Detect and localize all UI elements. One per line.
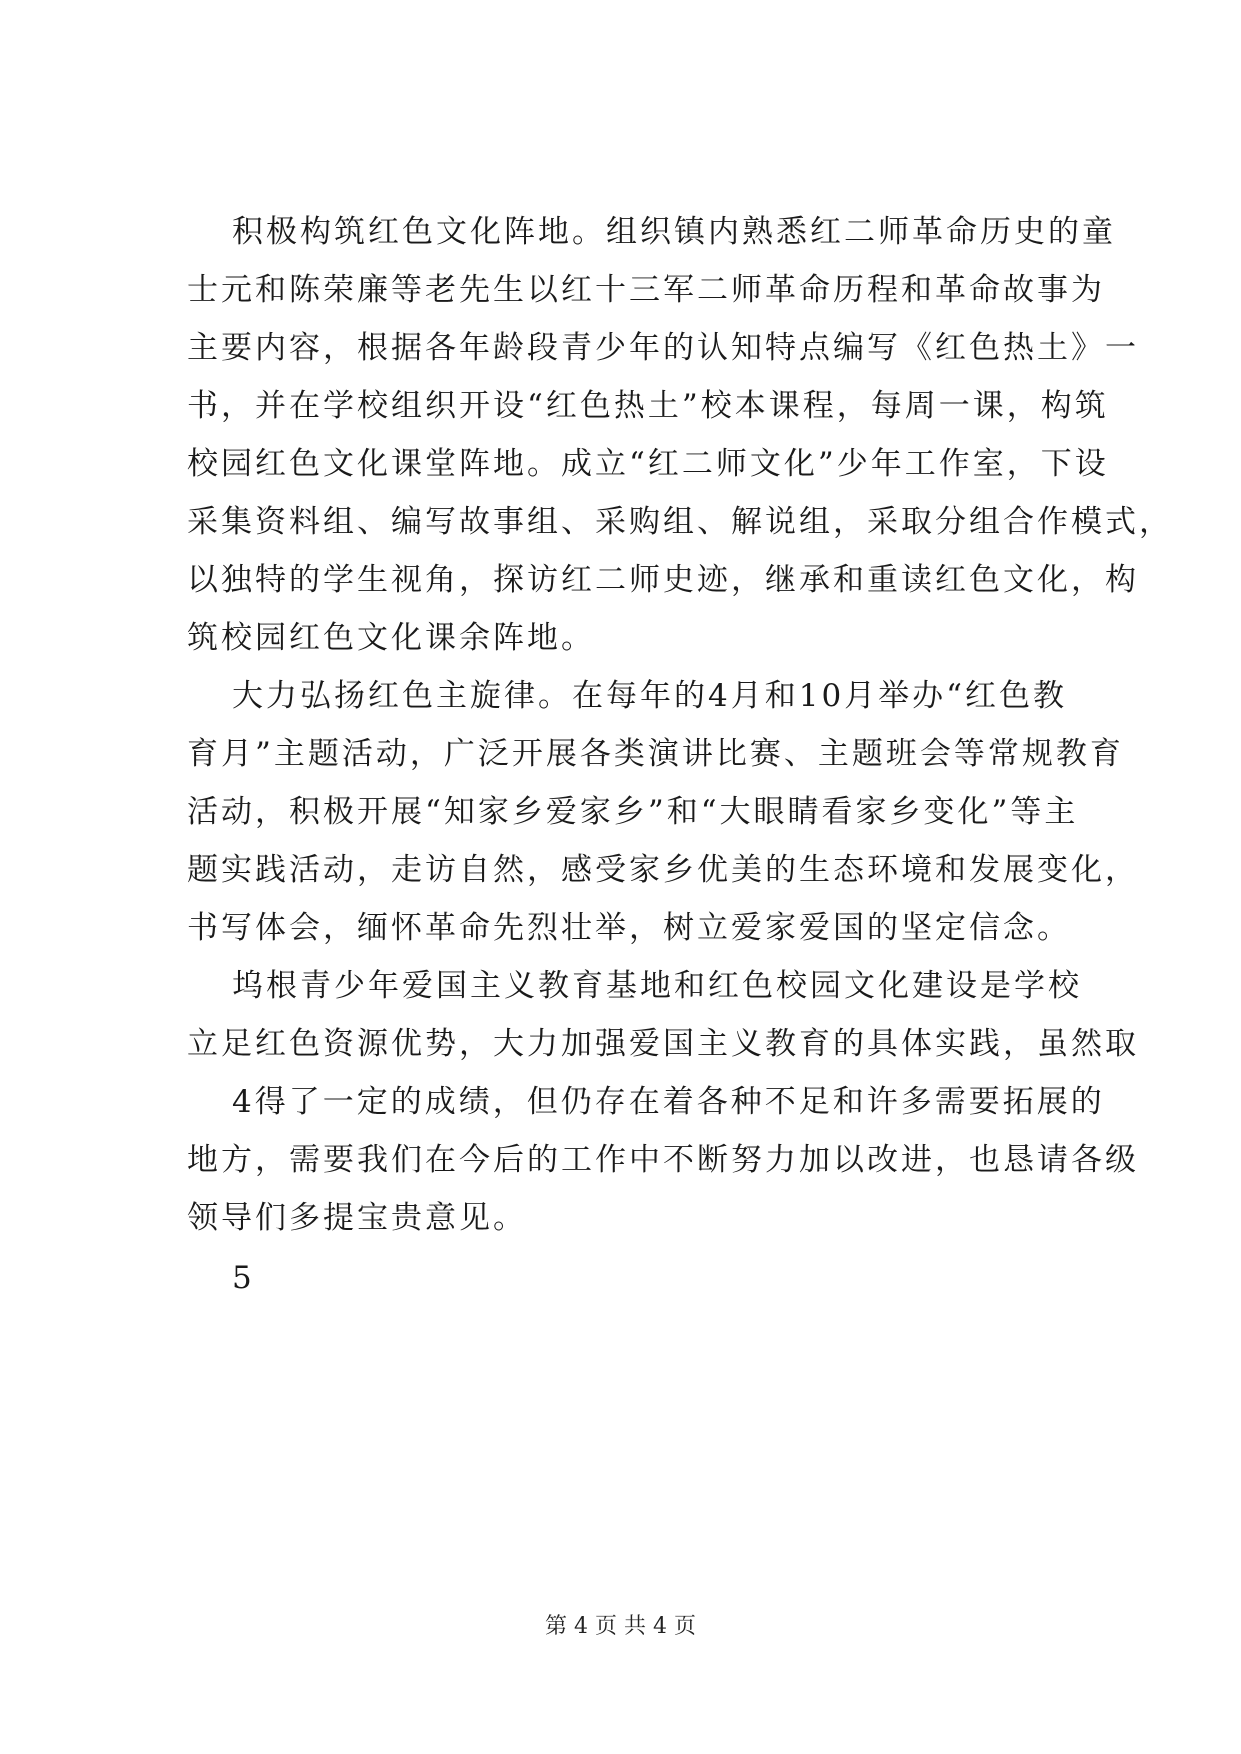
paragraph-1-line-4: 书，并在学校组织开设“红色热土”校本课程，每周一课，构筑 — [187, 388, 1109, 424]
paragraph-3-line-2: 立足红色资源优势，大力加强爱国主义教育的具体实践，虽然取 — [187, 1026, 1139, 1062]
paragraph-1-line-2: 士元和陈荣廉等老先生以红十三军二师革命历程和革命故事为 — [187, 272, 1105, 308]
paragraph-3-line-1: 坞根青少年爱国主义教育基地和红色校园文化建设是学校 — [232, 968, 1082, 1004]
paragraph-1-line-8: 筑校园红色文化课余阵地。 — [187, 620, 595, 656]
paragraph-4-line-1: 4得了一定的成绩，但仍存在着各种不足和许多需要拓展的 — [232, 1084, 1105, 1120]
paragraph-4-line-2: 地方，需要我们在今后的工作中不断努力加以改进，也恳请各级 — [187, 1142, 1139, 1178]
paragraph-1-line-1: 积极构筑红色文化阵地。组织镇内熟悉红二师革命历史的童 — [232, 214, 1116, 250]
paragraph-1-line-7: 以独特的学生视角，探访红二师史迹，继承和重读红色文化，构 — [187, 562, 1139, 598]
paragraph-2-line-3: 活动，积极开展“知家乡爱家乡”和“大眼睛看家乡变化”等主 — [187, 794, 1079, 830]
paragraph-2-line-4: 题实践活动，走访自然，感受家乡优美的生态环境和发展变化， — [187, 852, 1139, 888]
paragraph-2-line-2: 育月”主题活动，广泛开展各类演讲比赛、主题班会等常规教育 — [187, 736, 1124, 772]
paragraph-2-line-5: 书写体会，缅怀革命先烈壮举，树立爱家爱国的坚定信念。 — [187, 910, 1071, 946]
page-number: 第 4 页 共 4 页 — [545, 1614, 696, 1639]
paragraph-5-line-1: 5 — [232, 1260, 255, 1296]
paragraph-1-line-5: 校园红色文化课堂阵地。成立“红二师文化”少年工作室，下设 — [187, 446, 1109, 482]
paragraph-1-line-6: 采集资料组、编写故事组、采购组、解说组，采取分组合作模式， — [187, 504, 1173, 540]
paragraph-2-line-1: 大力弘扬红色主旋律。在每年的4月和10月举办“红色教 — [232, 678, 1068, 714]
paragraph-4-line-3: 领导们多提宝贵意见。 — [187, 1200, 527, 1236]
paragraph-1-line-3: 主要内容，根据各年龄段青少年的认知特点编写《红色热土》一 — [187, 330, 1139, 366]
